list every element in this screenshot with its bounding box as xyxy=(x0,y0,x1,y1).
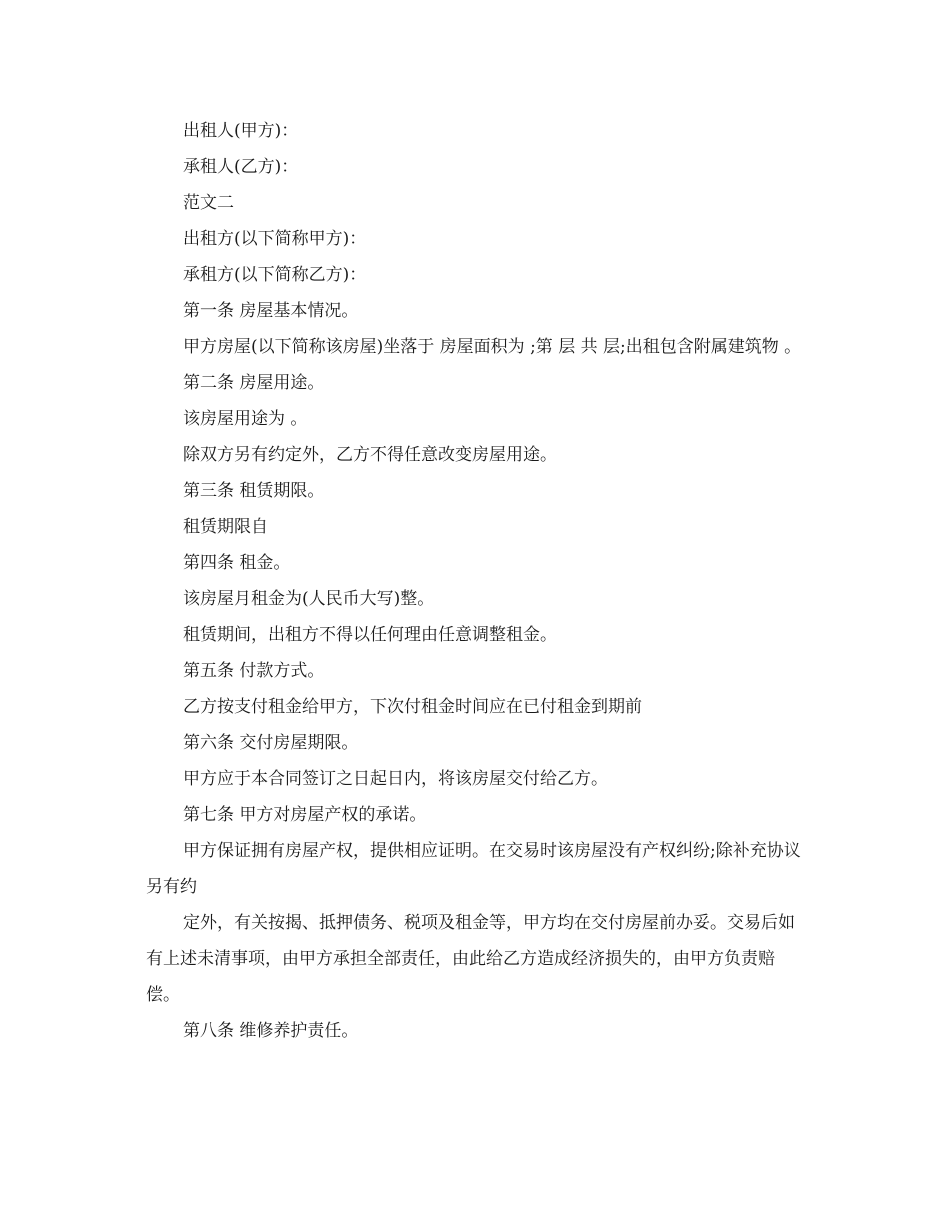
paragraph-article-5-body: 乙方按支付租金给甲方，下次付租金时间应在已付租金到期前 xyxy=(183,697,642,717)
paragraph-article-7-body-1: 甲方保证拥有房屋产权，提供相应证明。在交易时该房屋没有产权纠纷;除补充协议另有约 xyxy=(146,841,801,897)
document-body xyxy=(146,113,806,1049)
paragraph-article-1-body: 甲方房屋(以下简称该房屋)坐落于 房屋面积为 ;第 层 共 层;出租包含附属建筑物 。 xyxy=(183,337,802,357)
paragraph-lessee-party-b: 承租方(以下简称乙方)： xyxy=(183,265,367,285)
heading-article-5: 第五条 付款方式。 xyxy=(183,661,325,681)
heading-article-1: 第一条 房屋基本情况。 xyxy=(183,301,359,321)
paragraph-article-2-use: 该房屋用途为 。 xyxy=(183,409,308,429)
paragraph-article-2-restriction: 除双方另有约定外，乙方不得任意改变房屋用途。 xyxy=(183,445,557,465)
paragraph-article-3-body: 租赁期限自 xyxy=(183,517,268,537)
heading-article-4: 第四条 租金。 xyxy=(183,553,291,573)
heading-article-3: 第三条 租赁期限。 xyxy=(183,481,325,501)
paragraph-article-7-body-2: 定外，有关按揭、抵押债务、税项及租金等，甲方均在交付房屋前办妥。交易后如有上述未清事项，由甲方承担全部责任，由此给乙方造成经济损失的，由甲方负责赔偿。 xyxy=(146,913,795,1005)
paragraph-lessor: 出租人(甲方)： xyxy=(183,121,299,141)
heading-article-8: 第八条 维修养护责任。 xyxy=(183,1021,359,1041)
paragraph-article-4-rent: 该房屋月租金为(人民币大写)整。 xyxy=(183,589,435,609)
paragraph-lessor-party-a: 出租方(以下简称甲方)： xyxy=(183,229,367,249)
paragraph-article-4-adjust: 租赁期间，出租方不得以任何理由任意调整租金。 xyxy=(183,625,557,645)
heading-article-2: 第二条 房屋用途。 xyxy=(183,373,325,393)
paragraph-article-6-body: 甲方应于本合同签订之日起日内，将该房屋交付给乙方。 xyxy=(183,769,608,789)
paragraph-sample-two: 范文二 xyxy=(183,193,234,213)
heading-article-7: 第七条 甲方对房屋产权的承诺。 xyxy=(183,805,427,825)
paragraph-lessee: 承租人(乙方)： xyxy=(183,157,299,177)
heading-article-6: 第六条 交付房屋期限。 xyxy=(183,733,359,753)
